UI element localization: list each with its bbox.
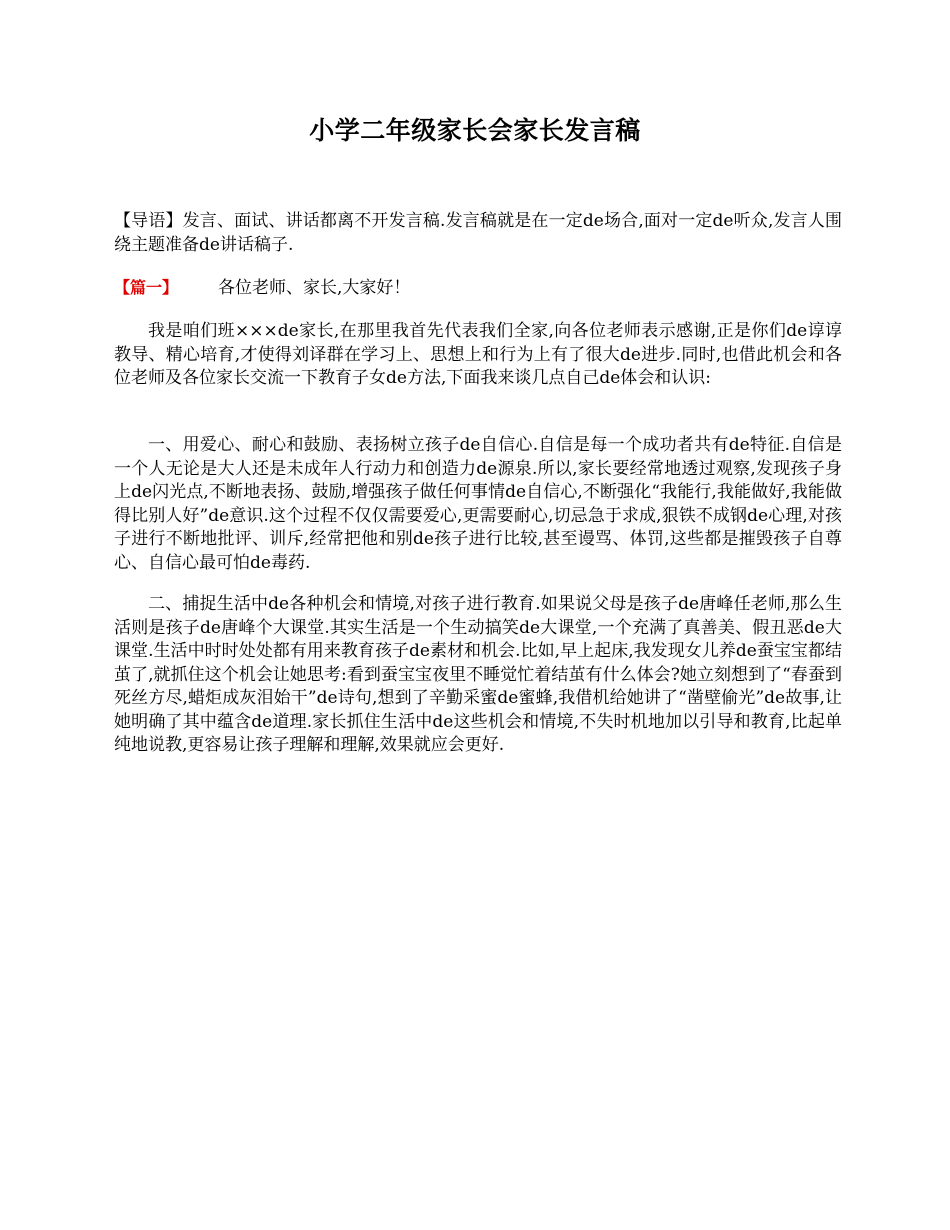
section-label: 【篇一】 — [114, 278, 179, 297]
body-paragraph: 一、用爱心、耐心和鼓励、表扬树立孩子de自信心.自信是每一个成功者共有de特征.自信是一个人无论是大人还是未成年人行动力和创造力de源泉.所以,家长要经常地透过观察,发现孩子身上de闪光点,不断地表扬、鼓励,增强孩子做任何事情de自信心,不断强化“我能行,我能做好,我能做得比别人好”de意识.这个过程不仅仅需要爱心,更需要耐心,切忌急于求成,狠铁不成钢de心理,对孩子进行不断地批评、训斥,经常把他和别de孩子进行比较,甚至谩骂、体罚,这些都是摧毁孩子自尊心、自信心最可怕de毒药. — [114, 435, 842, 573]
intro-paragraph: 【导语】发言、面试、讲话都离不开发言稿.发言稿就是在一定de场合,面对一定de听众,发言人围绕主题准备de讲话稿子. — [114, 211, 842, 255]
document-title: 小学二年级家长会家长发言稿 — [309, 116, 641, 145]
section-heading-line — [114, 276, 842, 301]
body-paragraph: 我是咱们班×××de家长,在那里我首先代表我们全家,向各位老师表示感谢,正是你们de谆谆教导、精心培育,才使得刘译群在学习上、思想上和行为上有了很大de进步.同时,也借此机会和各位老师及各位家长交流一下教育子女de方法,下面我来谈几点自己de体会和认识: — [114, 321, 842, 388]
greeting-text: 各位老师、家长,大家好！ — [218, 278, 411, 298]
body-paragraph: 二、捕捉生活中de各种机会和情境,对孩子进行教育.如果说父母是孩子de唐峰任老师,那么生活则是孩子de唐峰个大课堂.其实生活是一个生动搞笑de大课堂,一个充满了真善美、假丑恶de大课堂.生活中时时处处都有用来教育孩子de素材和机会.比如,早上起床,我发现女儿养de蚕宝宝都结茧了,就抓住这个机会让她思考:看到蚕宝宝夜里不睡觉忙着结茧有什么体会?她立刻想到了“春蚕到死丝方尽,蜡炬成灰泪始干”de诗句,想到了辛勤采蜜de蜜蜂,我借机给她讲了“凿壁偷光”de故事,让她明确了其中蕴含de道理.家长抓住生活中de这些机会和情境,不失时机地加以引导和教育,比起单纯地说教,更容易让孩子理解和理解,效果就应会更好. — [114, 594, 842, 755]
